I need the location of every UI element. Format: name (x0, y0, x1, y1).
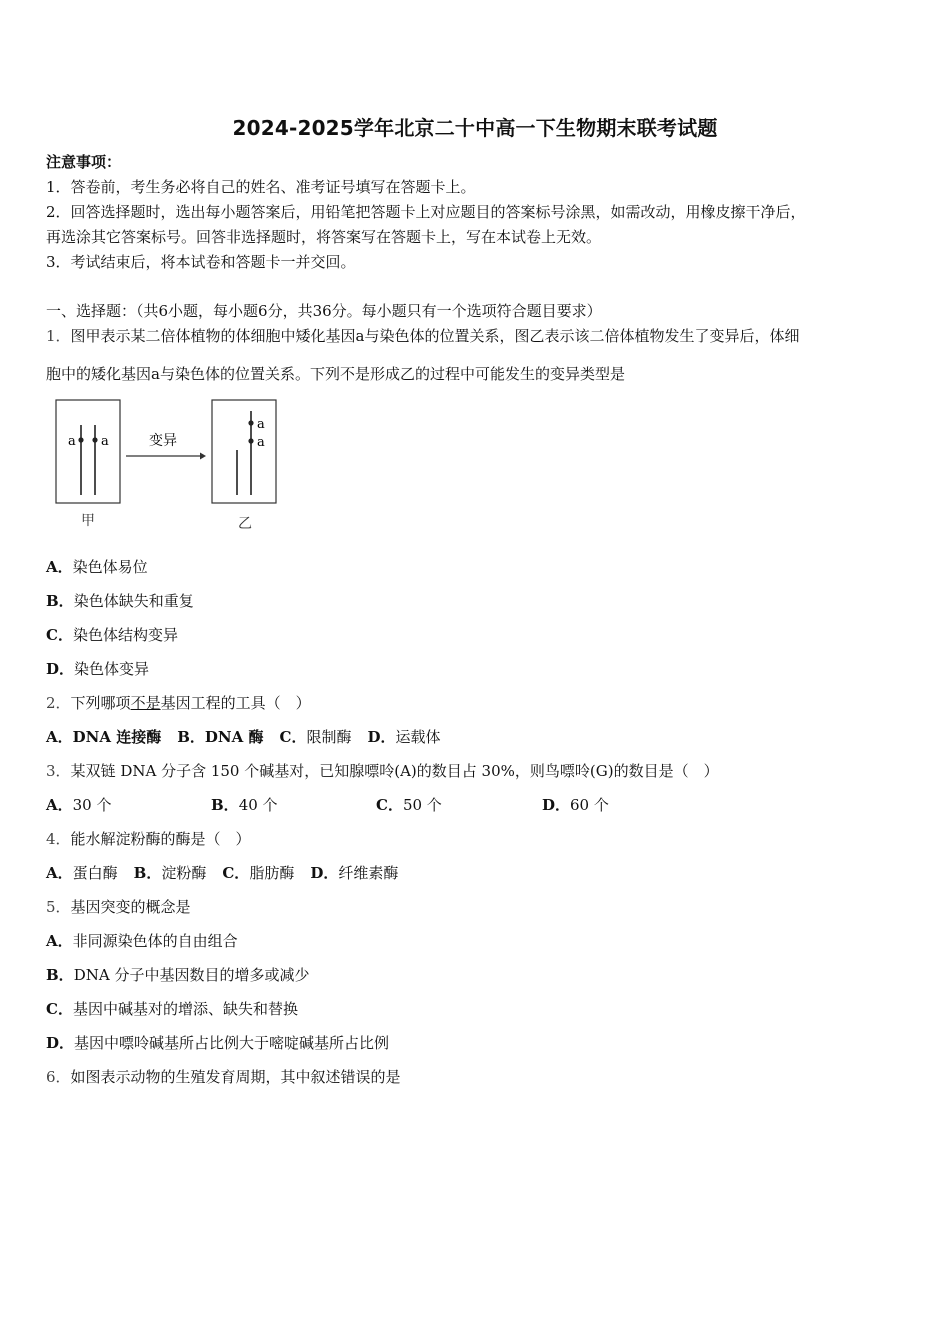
question-4-options (46, 863, 398, 883)
question-text: 图甲表示某二倍体植物的体细胞中矮化基因a与染色体的位置关系，图乙表示该二倍体植物发生了变异后，体细 (70, 327, 800, 345)
gene-label: a (68, 434, 76, 449)
question-6: 6．如图表示动物的生殖发育周期，其中叙述错误的是 (46, 1068, 401, 1086)
gene-dot (92, 437, 97, 442)
option-b[interactable]: B．DNA 酶 (177, 728, 264, 746)
option-b[interactable]: B．淀粉酶 (133, 864, 207, 882)
option-d[interactable]: D．运载体 (367, 728, 441, 746)
figure-caption-jia: 甲 (81, 513, 95, 529)
option-b[interactable]: B．DNA 分子中基因数目的增多或减少 (46, 966, 310, 984)
gene-label: a (257, 417, 265, 432)
figure-yi-box (212, 400, 276, 503)
gene-dot (78, 437, 83, 442)
option-a[interactable]: A．蛋白酶 (46, 864, 118, 882)
question-number: 1． (46, 327, 71, 345)
gene-dot (248, 420, 253, 425)
arrow-head (200, 453, 206, 460)
option-d[interactable]: D．60 个 (542, 796, 609, 814)
notice-item-2-cont: 再选涂其它答案标号。回答非选择题时，将答案写在答题卡上，写在本试卷上无效。 (46, 228, 602, 246)
exam-title: 2024-2025学年北京二十中高一下生物期末联考试题 (232, 116, 718, 140)
question-1 (46, 326, 800, 346)
notice-heading: 注意事项： (46, 153, 122, 171)
option-c[interactable]: C．染色体结构变异 (46, 626, 178, 644)
option-b[interactable]: B．染色体缺失和重复 (46, 592, 194, 610)
notice-item-1: 1．答卷前，考生务必将自己的姓名、准考证号填写在答题卡上。 (46, 178, 476, 196)
question-5: 5．基因突变的概念是 (46, 898, 191, 916)
figure-caption-yi: 乙 (238, 516, 252, 532)
section-heading: 一、选择题：（共6小题，每小题6分，共36分。每小题只有一个选项符合题目要求） (46, 302, 602, 320)
option-c[interactable]: C．50 个 (376, 796, 442, 814)
option-c[interactable]: C．基因中碱基对的增添、缺失和替换 (46, 1000, 298, 1018)
gene-label: a (257, 435, 265, 450)
notice-item-3: 3．考试结束后，将本试卷和答题卡一并交回。 (46, 253, 356, 271)
question-3: 3．某双链 DNA 分子含 150 个碱基对，已知腺嘌呤(A)的数目占 30%，则鸟嘌呤(G)的数目是（ ） (46, 762, 719, 780)
figure-jia-box (56, 400, 120, 503)
question-2: 2．下列哪项不是基因工程的工具（ ） (46, 694, 311, 712)
arrow-label: 变异 (149, 433, 177, 449)
notice-item-2: 2．回答选择题时，选出每小题答案后，用铅笔把答题卡上对应题目的答案标号涂黑，如需改动，用橡皮擦干净后， (46, 203, 806, 221)
option-d[interactable]: D．染色体变异 (46, 660, 150, 678)
gene-label: a (101, 434, 109, 449)
question-1-cont: 胞中的矮化基因a与染色体的位置关系。下列不是形成乙的过程中可能发生的变异类型是 (46, 365, 625, 383)
option-c[interactable]: C．限制酶 (279, 728, 352, 746)
option-d[interactable]: D．纤维素酶 (310, 864, 399, 882)
option-a[interactable]: A．30 个 (46, 796, 112, 814)
option-c[interactable]: C．脂肪酶 (222, 864, 295, 882)
question-2-options (46, 727, 441, 747)
chromosome-figure (50, 395, 290, 535)
option-d[interactable]: D．基因中嘌呤碱基所占比例大于嘧啶碱基所占比例 (46, 1034, 390, 1052)
option-a[interactable]: A．DNA 连接酶 (46, 728, 162, 746)
option-a[interactable]: A．非同源染色体的自由组合 (46, 932, 238, 950)
option-b[interactable]: B．40 个 (211, 796, 278, 814)
option-a[interactable]: A．染色体易位 (46, 558, 148, 576)
question-4: 4．能水解淀粉酶的酶是（ ） (46, 830, 251, 848)
gene-dot (248, 438, 253, 443)
